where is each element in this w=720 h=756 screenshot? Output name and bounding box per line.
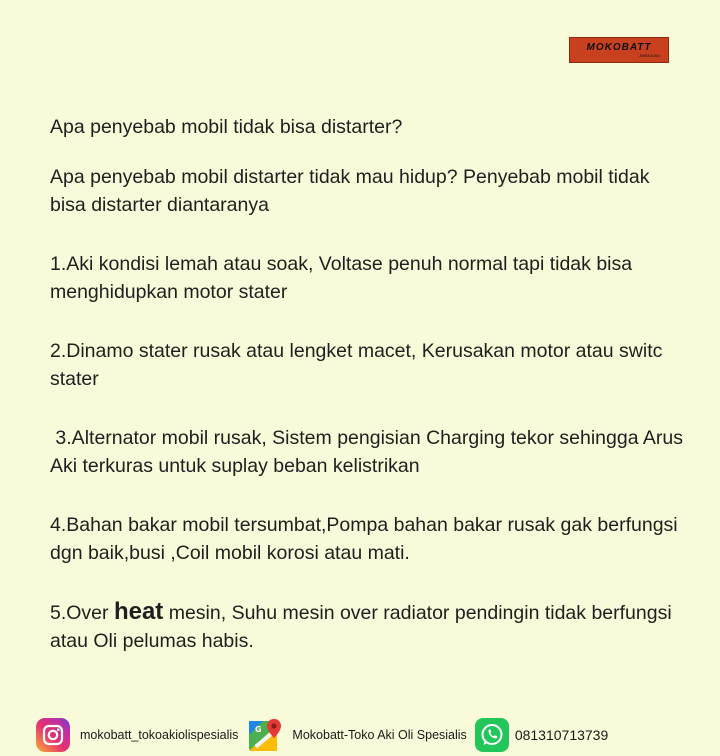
article-body	[50, 113, 690, 655]
article-title: Apa penyebab mobil tidak bisa distarter?	[50, 116, 403, 138]
logo-text: MOKOBATT	[586, 41, 652, 53]
point-1: 1.Aki kondisi lemah atau soak, Voltase penuh normal tapi tidak bisa menghidupkan motor stater	[50, 253, 633, 303]
whatsapp-icon[interactable]	[475, 718, 509, 752]
whatsapp-phone[interactable]: 081310713739	[514, 727, 609, 743]
contact-footer	[36, 715, 706, 755]
maps-label[interactable]: Mokobatt-Toko Aki Oli Spesialis	[292, 728, 467, 742]
point-5-emphasis: heat	[113, 598, 164, 625]
google-maps-icon[interactable]	[248, 717, 282, 753]
article-intro: Apa penyebab mobil distarter tidak mau hidup? Penyebab mobil tidak bisa distarter diantaranya	[50, 166, 650, 216]
point-2: 2.Dinamo stater rusak atau lengket macet, Kerusakan motor atau switc stater	[50, 340, 663, 390]
logo-subtext: ANEKA AKI	[639, 52, 660, 58]
point-5	[50, 598, 690, 655]
point-3: 3.Alternator mobil rusak, Sistem pengisian Charging tekor sehingga Arus Aki terkuras untuk suplay beban kelistrikan	[50, 427, 688, 477]
instagram-handle[interactable]: mokobatt_tokoakiolispesialis	[80, 728, 239, 742]
point-5-suffix: mesin, Suhu mesin over radiator pendingin tidak berfungsi atau Oli pelumas habis.	[50, 602, 672, 652]
mokobatt-logo	[569, 37, 669, 63]
instagram-icon[interactable]	[36, 718, 70, 752]
point-4: 4.Bahan bakar mobil tersumbat,Pompa bahan bakar rusak gak berfungsi dgn baik,busi ,Coil mobil korosi atau mati.	[50, 514, 678, 564]
point-5-prefix: 5.Over	[50, 602, 114, 624]
svg-text:G: G	[255, 725, 262, 734]
